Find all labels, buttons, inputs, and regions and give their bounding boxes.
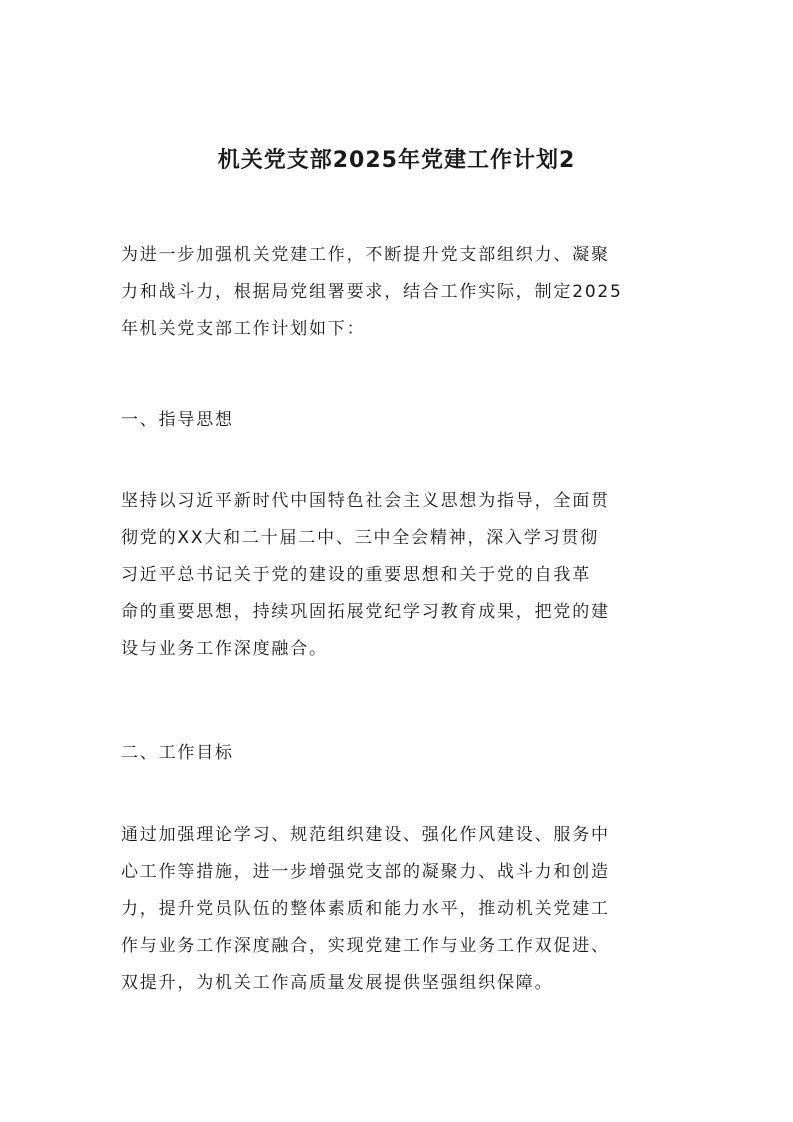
document-title: 机关党支部2025年党建工作计划2 bbox=[217, 147, 576, 173]
section1-line: 彻党的XX大和二十届二中、三中全会精神，深入学习贯彻 bbox=[121, 528, 600, 548]
intro-line: 年机关党支部工作计划如下： bbox=[121, 319, 366, 339]
section-heading-guiding-thought: 一、指导思想 bbox=[121, 410, 234, 430]
section2-paragraph bbox=[121, 817, 676, 1002]
intro-line: 力和战斗力，根据局党组署要求，结合工作实际，制定2025 bbox=[121, 282, 623, 302]
section2-line: 双提升，为机关工作高质量发展提供坚强组织保障。 bbox=[121, 973, 554, 993]
intro-paragraph bbox=[121, 237, 676, 348]
section1-line: 命的重要思想，持续巩固拓展党纪学习教育成果，把党的建 bbox=[121, 602, 610, 622]
section2-line: 心工作等措施，进一步增强党支部的凝聚力、战斗力和创造 bbox=[121, 862, 610, 882]
section2-line: 作与业务工作深度融合，实现党建工作与业务工作双促进、 bbox=[121, 936, 610, 956]
intro-line: 为进一步加强机关党建工作，不断提升党支部组织力、凝聚 bbox=[121, 245, 610, 265]
section2-line: 力，提升党员队伍的整体素质和能力水平，推动机关党建工 bbox=[121, 899, 610, 919]
section1-paragraph bbox=[121, 483, 676, 668]
section2-line: 通过加强理论学习、规范组织建设、强化作风建设、服务中 bbox=[121, 825, 610, 845]
section-heading-work-goals: 二、工作目标 bbox=[121, 743, 234, 763]
section1-line: 设与业务工作深度融合。 bbox=[121, 639, 328, 659]
section1-line: 习近平总书记关于党的建设的重要思想和关于党的自我革 bbox=[121, 565, 591, 585]
section1-line: 坚持以习近平新时代中国特色社会主义思想为指导，全面贯 bbox=[121, 491, 610, 511]
